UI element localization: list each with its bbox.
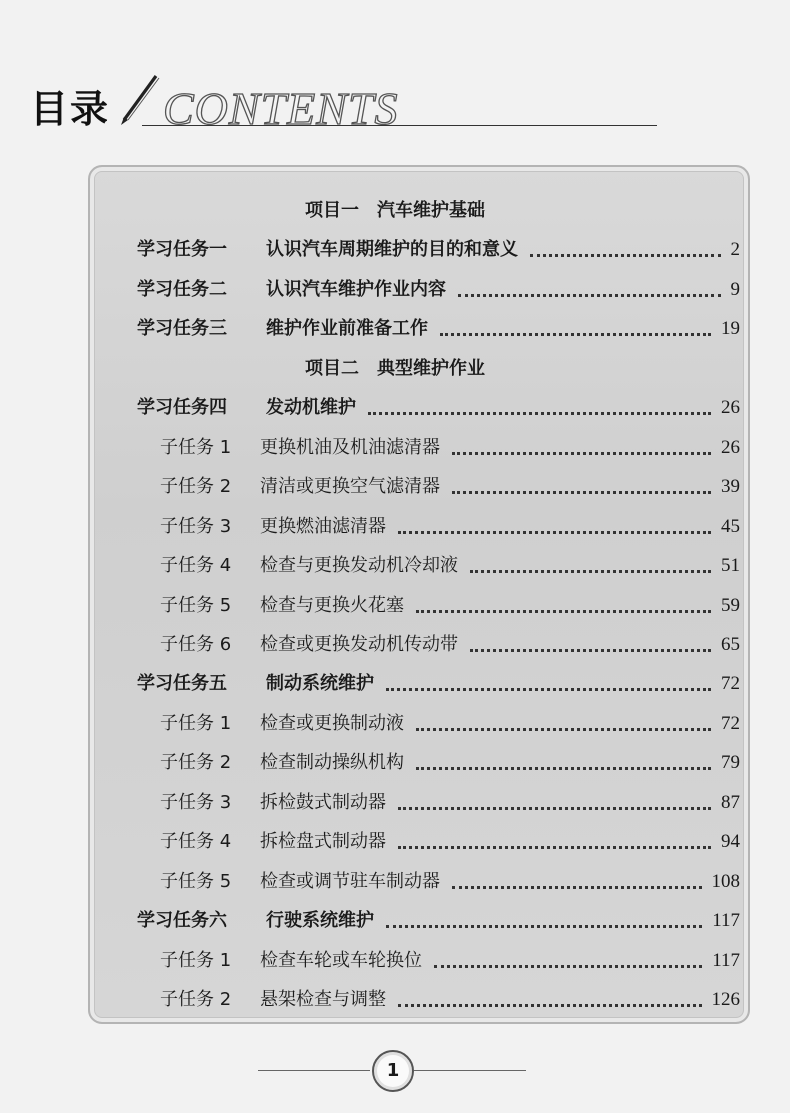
header [30,70,630,134]
toc-entry-page: 45 [721,516,740,537]
toc-entry-title: 检查与更换发动机冷却液 [260,555,458,576]
leader-dots [416,610,711,613]
leader-dots [368,412,711,415]
page-title: 目录 [30,87,111,131]
toc-entry-title: 检查制动操纵机构 [260,752,404,773]
leader-dots [452,452,711,455]
toc-entry-label: 子任务 1 [160,713,232,734]
toc-entry-page: 117 [712,910,740,931]
toc-entry-page: 72 [721,673,740,694]
toc-entry-task[interactable] [0,272,790,308]
page-title-english: CONTENTS [163,83,399,134]
toc-entry-page: 65 [721,634,740,655]
toc-entry-label: 子任务 3 [160,516,232,537]
pencil-icon [116,70,164,126]
toc-entry-title: 悬架检查与调整 [260,989,386,1010]
toc-entry-task[interactable] [0,232,790,268]
section-heading [0,351,790,387]
toc-entry-page: 19 [721,318,740,339]
toc-entry-title: 行驶系统维护 [266,910,374,931]
toc-entry-label: 学习任务一 [137,239,227,260]
toc-entry-page: 59 [721,595,740,616]
leader-dots [398,807,711,810]
toc-entry-label: 子任务 5 [160,595,232,616]
toc-entry-label: 子任务 3 [160,792,232,813]
leader-dots [434,965,702,968]
toc-entry-page: 94 [721,831,740,852]
toc-entry-page: 108 [711,871,740,892]
header-divider [142,125,657,126]
leader-dots [398,531,711,534]
leader-dots [386,688,711,691]
toc-entry-subtask[interactable] [0,548,790,584]
toc-entry-page: 26 [721,397,740,418]
toc-entry-label: 子任务 4 [160,831,232,852]
toc-entry-page: 72 [721,713,740,734]
toc-entry-label: 学习任务六 [137,910,227,931]
toc-entry-label: 子任务 2 [160,989,232,1010]
toc-entry-page: 39 [721,476,740,497]
toc-entry-subtask[interactable] [0,943,790,979]
toc-entry-title: 制动系统维护 [266,673,374,694]
toc-entry-title: 检查或调节驻车制动器 [260,871,440,892]
section-heading-text: 项目一 汽车维护基础 [305,200,485,221]
toc-entry-label: 学习任务三 [137,318,227,339]
leader-dots [530,254,721,257]
toc-entry-subtask[interactable] [0,627,790,663]
toc-entry-subtask[interactable] [0,864,790,900]
toc-entry-label: 子任务 1 [160,437,232,458]
toc-entry-page: 2 [730,239,740,260]
toc-entry-title: 认识汽车维护作业内容 [266,279,446,300]
leader-dots [470,570,711,573]
leader-dots [452,491,711,494]
footer-divider-right [414,1070,526,1071]
toc-entry-subtask[interactable] [0,588,790,624]
leader-dots [470,649,711,652]
toc-entry-title: 检查或更换制动液 [260,713,404,734]
toc-entry-title: 清洁或更换空气滤清器 [260,476,440,497]
toc-entry-task[interactable] [0,666,790,702]
toc-entry-label: 子任务 4 [160,555,232,576]
toc-entry-page: 79 [721,752,740,773]
toc-entry-label: 子任务 6 [160,634,232,655]
footer [0,1040,790,1100]
section-heading-text: 项目二 典型维护作业 [305,358,485,379]
toc-entry-label: 子任务 1 [160,950,232,971]
toc-entry-subtask[interactable] [0,706,790,742]
leader-dots [416,728,711,731]
toc-entry-label: 子任务 5 [160,871,232,892]
toc-entry-subtask[interactable] [0,509,790,545]
toc-entry-task[interactable] [0,903,790,939]
toc-entry-label: 学习任务五 [137,673,227,694]
toc-entry-title: 拆检盘式制动器 [260,831,386,852]
leader-dots [386,925,702,928]
page-number: 1 [372,1050,414,1092]
toc-entry-title: 更换燃油滤清器 [260,516,386,537]
leader-dots [398,1004,702,1007]
toc-entry-title: 认识汽车周期维护的目的和意义 [266,239,518,260]
toc-entry-subtask[interactable] [0,785,790,821]
leader-dots [416,767,711,770]
toc-entry-title: 拆检鼓式制动器 [260,792,386,813]
leader-dots [452,886,702,889]
toc-entry-title: 检查与更换火花塞 [260,595,404,616]
toc-entry-label: 子任务 2 [160,752,232,773]
toc-entry-title: 发动机维护 [266,397,356,418]
toc-entry-page: 26 [721,437,740,458]
section-heading [0,193,790,229]
toc-entry-task[interactable] [0,390,790,426]
toc-entry-page: 117 [712,950,740,971]
footer-divider-left [258,1070,370,1071]
toc-entry-page: 87 [721,792,740,813]
toc-entry-label: 学习任务二 [137,279,227,300]
toc-entry-subtask[interactable] [0,824,790,860]
toc-entry-subtask[interactable] [0,469,790,505]
toc-entry-task[interactable] [0,311,790,347]
toc-entry-title: 检查或更换发动机传动带 [260,634,458,655]
toc-entry-label: 学习任务四 [137,397,227,418]
toc-entry-page: 9 [730,279,740,300]
toc-entry-title: 更换机油及机油滤清器 [260,437,440,458]
toc-entry-subtask[interactable] [0,430,790,466]
toc-entry-subtask[interactable] [0,745,790,781]
leader-dots [458,294,721,297]
toc-entry-page: 51 [721,555,740,576]
toc-entry-title: 维护作业前准备工作 [266,318,428,339]
toc-entry-page: 126 [711,989,740,1010]
leader-dots [440,333,711,336]
toc-entry-title: 检查车轮或车轮换位 [260,950,422,971]
leader-dots [398,846,711,849]
toc-entry-label: 子任务 2 [160,476,232,497]
toc-entry-subtask[interactable] [0,982,790,1018]
